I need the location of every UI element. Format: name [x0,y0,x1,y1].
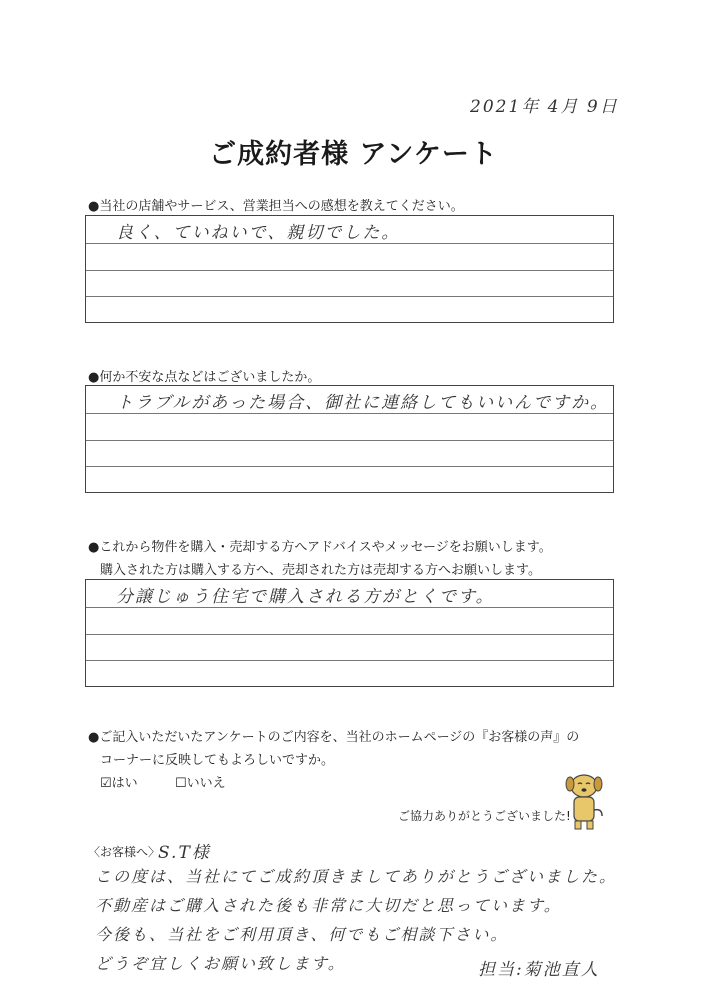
customer-name: S.T様 [158,843,211,863]
answer-box-2 [85,385,614,493]
ruled-line [86,660,613,661]
answer-text-1: 良く、ていねいで、親切でした。 [116,223,401,243]
reply-line: この度は、当社にてご成約頂きましてありがとうございました。 [95,867,618,886]
checkbox-icon[interactable]: ☐ [175,776,187,791]
answer-text-3: 分譲じゅう住宅で購入される方がとくです。 [116,587,495,607]
consent-no-option[interactable] [175,772,226,791]
checkbox-checked-icon[interactable]: ☑ [100,776,112,791]
ruled-line [86,466,613,467]
reply-to-label: 〈お客様へ〉 [88,845,161,859]
ruled-line [86,440,613,441]
answer-box-3 [85,579,614,687]
ruled-line [86,634,613,635]
consent-prompt: ●ご記入いただいたアンケートのご内容を、当社のホームページの『お客様の声』の [88,730,580,745]
answer-box-1 [85,215,614,323]
ruled-line [86,607,613,608]
dog-mascot-icon [560,770,608,832]
thanks-message: ご協力ありがとうございました! [398,809,571,823]
question-1-prompt: ●当社の店舗やサービス、営業担当への感想を教えてください。 [88,199,464,214]
consent-subprompt: コーナーに反映してもよろしいですか。 [100,753,335,768]
consent-yes-label: はい [111,776,138,791]
consent-yes-option[interactable] [100,772,138,791]
ruled-line [86,413,613,414]
survey-date: 2021年 4月 9日 [470,97,619,117]
reply-line: どうぞ宜しくお願い致します。 [95,954,346,973]
reply-line: 今後も、当社をご利用頂き、何でもご相談下さい。 [95,925,509,944]
page-title: ご成約者様 アンケート [209,139,498,170]
ruled-line [86,243,613,244]
question-3-subprompt: 購入された方は購入する方へ、売却された方は売却する方へお願いします。 [100,563,541,578]
consent-no-label: いいえ [186,776,226,791]
question-3-prompt: ●これから物件を購入・売却する方へアドバイスやメッセージをお願いします。 [88,540,552,555]
ruled-line [86,296,613,297]
ruled-line [86,270,613,271]
question-2-prompt: ●何か不安な点などはございましたか。 [88,370,321,385]
staff-signature: 担当:菊池直人 [478,960,600,980]
answer-text-2: トラブルがあった場合、御社に連絡してもいいんですか。 [116,393,610,413]
reply-line: 不動産はご購入された後も非常に大切だと思っています。 [95,896,562,915]
